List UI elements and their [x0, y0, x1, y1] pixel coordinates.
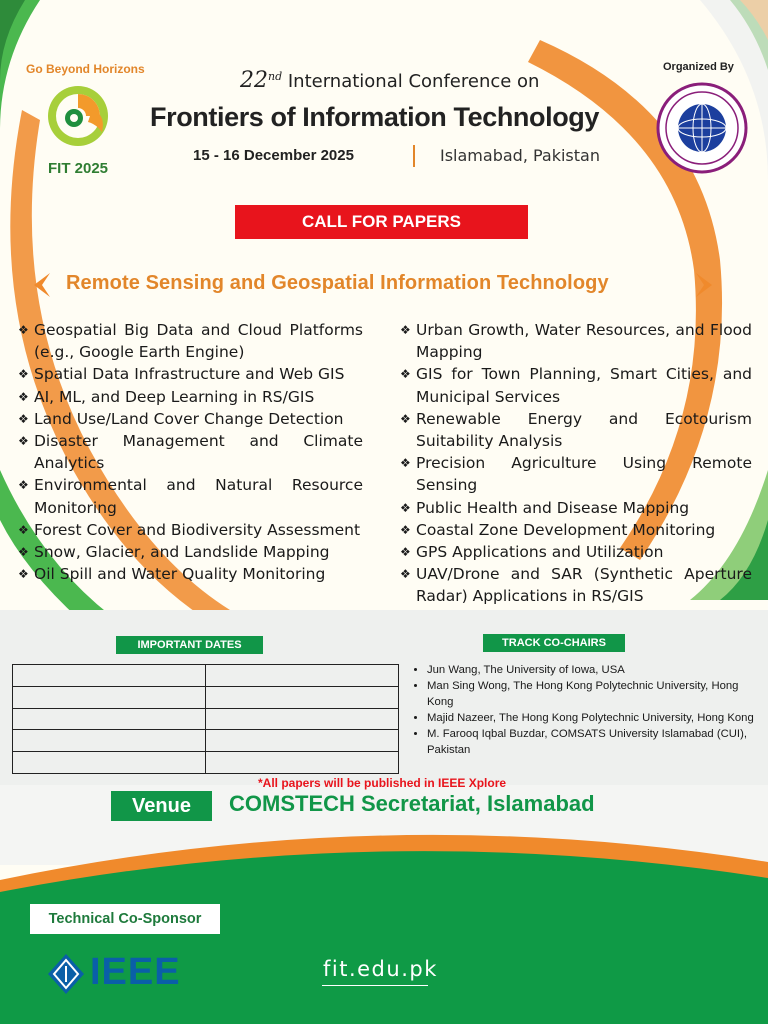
tagline: Go Beyond Horizons	[26, 62, 145, 76]
table-cell	[206, 686, 399, 708]
topic-item: ❖ UAV/Drone and SAR (Synthetic Aperture Radar) Applications in RS/GIS	[400, 563, 752, 607]
diamond-bullet-icon: ❖	[400, 367, 411, 382]
chevron-left-icon	[28, 271, 56, 299]
ieee-diamond-icon	[46, 952, 86, 996]
cochairs-list	[405, 662, 755, 758]
topic-item: ❖ GPS Applications and Utilization	[400, 541, 752, 563]
website-link[interactable]: fit.edu.pk	[323, 957, 438, 981]
table-cell	[206, 752, 399, 774]
edition-text: International Conference on	[282, 71, 540, 92]
call-for-papers-banner: CALL FOR PAPERS	[235, 205, 528, 239]
diamond-bullet-icon: ❖	[18, 434, 29, 449]
venue-label: Venue	[111, 791, 212, 821]
diamond-bullet-icon: ❖	[400, 545, 411, 560]
table-row	[13, 708, 399, 730]
topic-item: ❖ Land Use/Land Cover Change Detection	[18, 408, 363, 430]
table-cell	[206, 665, 399, 687]
list-item: • M. Farooq Iqbal Buzdar, COMSATS University Islamabad (CUI), Pakistan	[427, 726, 755, 758]
website-underline	[322, 985, 428, 986]
conference-title: Frontiers of Information Technology	[150, 102, 599, 132]
logo-label: FIT 2025	[48, 160, 109, 177]
track-title: Remote Sensing and Geospatial Information Technology	[66, 272, 609, 294]
table-cell	[206, 708, 399, 730]
important-dates-table	[12, 664, 399, 774]
topic-item: ❖ Snow, Glacier, and Landslide Mapping	[18, 541, 363, 563]
publication-note: *All papers will be published in IEEE Xplore	[258, 776, 507, 790]
diamond-bullet-icon: ❖	[18, 411, 29, 426]
divider	[413, 145, 415, 167]
important-dates-label: IMPORTANT DATES	[116, 636, 263, 654]
diamond-bullet-icon: ❖	[400, 500, 411, 515]
edition-number: 22	[240, 68, 268, 93]
table-cell	[13, 665, 206, 687]
conference-dates: 15 - 16 December 2025	[193, 147, 354, 164]
diamond-bullet-icon: ❖	[18, 522, 29, 537]
table-row	[13, 665, 399, 687]
table-cell	[13, 752, 206, 774]
list-item: • Majid Nazeer, The Hong Kong Polytechnic University, Hong Kong	[427, 710, 755, 726]
topic-item: ❖ Urban Growth, Water Resources, and Flood Mapping	[400, 319, 752, 363]
topics-left-column	[18, 319, 363, 585]
topic-item: ❖ Oil Spill and Water Quality Monitoring	[18, 563, 363, 585]
table-row	[13, 730, 399, 752]
table-cell	[13, 686, 206, 708]
list-item: • Man Sing Wong, The Hong Kong Polytechnic University, Hong Kong	[427, 678, 755, 710]
topic-item: ❖ Environmental and Natural Resource Monitoring	[18, 474, 363, 518]
diamond-bullet-icon: ❖	[400, 567, 411, 582]
diamond-bullet-icon: ❖	[18, 478, 29, 493]
diamond-bullet-icon: ❖	[18, 367, 29, 382]
diamond-bullet-icon: ❖	[18, 323, 29, 337]
diamond-bullet-icon: ❖	[400, 456, 411, 471]
ieee-logo-text: IEEE	[90, 951, 181, 993]
topic-item: ❖ Public Health and Disease Mapping	[400, 497, 752, 519]
diamond-bullet-icon: ❖	[400, 522, 411, 537]
edition-line	[240, 68, 539, 93]
table-cell	[206, 730, 399, 752]
topic-item: ❖ Disaster Management and Climate Analytics	[18, 430, 363, 474]
organized-by-label: Organized By	[663, 61, 734, 73]
topics-right-column	[400, 319, 752, 608]
chevron-right-icon	[690, 271, 718, 299]
diamond-bullet-icon: ❖	[400, 411, 411, 426]
topic-item: ❖ Forest Cover and Biodiversity Assessment	[18, 519, 363, 541]
topic-item: ❖ Precision Agriculture Using Remote Sensing	[400, 452, 752, 496]
venue-name: COMSTECH Secretariat, Islamabad	[229, 791, 595, 816]
diamond-bullet-icon: ❖	[18, 545, 29, 560]
table-row	[13, 752, 399, 774]
diamond-bullet-icon: ❖	[18, 389, 29, 404]
track-cochairs-label: TRACK CO-CHAIRS	[483, 634, 625, 652]
topic-item: ❖ GIS for Town Planning, Smart Cities, and Municipal Services	[400, 363, 752, 407]
topic-item: ❖ Renewable Energy and Ecotourism Suitability Analysis	[400, 408, 752, 452]
topic-item: ❖ AI, ML, and Deep Learning in RS/GIS	[18, 386, 363, 408]
diamond-bullet-icon: ❖	[400, 323, 411, 337]
fit-logo-icon	[42, 80, 114, 152]
topic-item: ❖ Spatial Data Infrastructure and Web GIS	[18, 363, 363, 385]
sponsor-label: Technical Co-Sponsor	[30, 904, 220, 934]
topic-item: ❖ Coastal Zone Development Monitoring	[400, 519, 752, 541]
topic-item: ❖ Geospatial Big Data and Cloud Platforms (e.g., Google Earth Engine)	[18, 319, 363, 363]
diamond-bullet-icon: ❖	[18, 567, 29, 582]
edition-suffix: nd	[268, 70, 283, 83]
conference-location: Islamabad, Pakistan	[440, 146, 600, 165]
list-item: • Jun Wang, The University of Iowa, USA	[427, 662, 755, 678]
table-cell	[13, 730, 206, 752]
table-cell	[13, 708, 206, 730]
table-row	[13, 686, 399, 708]
comsats-seal-icon	[656, 82, 748, 174]
